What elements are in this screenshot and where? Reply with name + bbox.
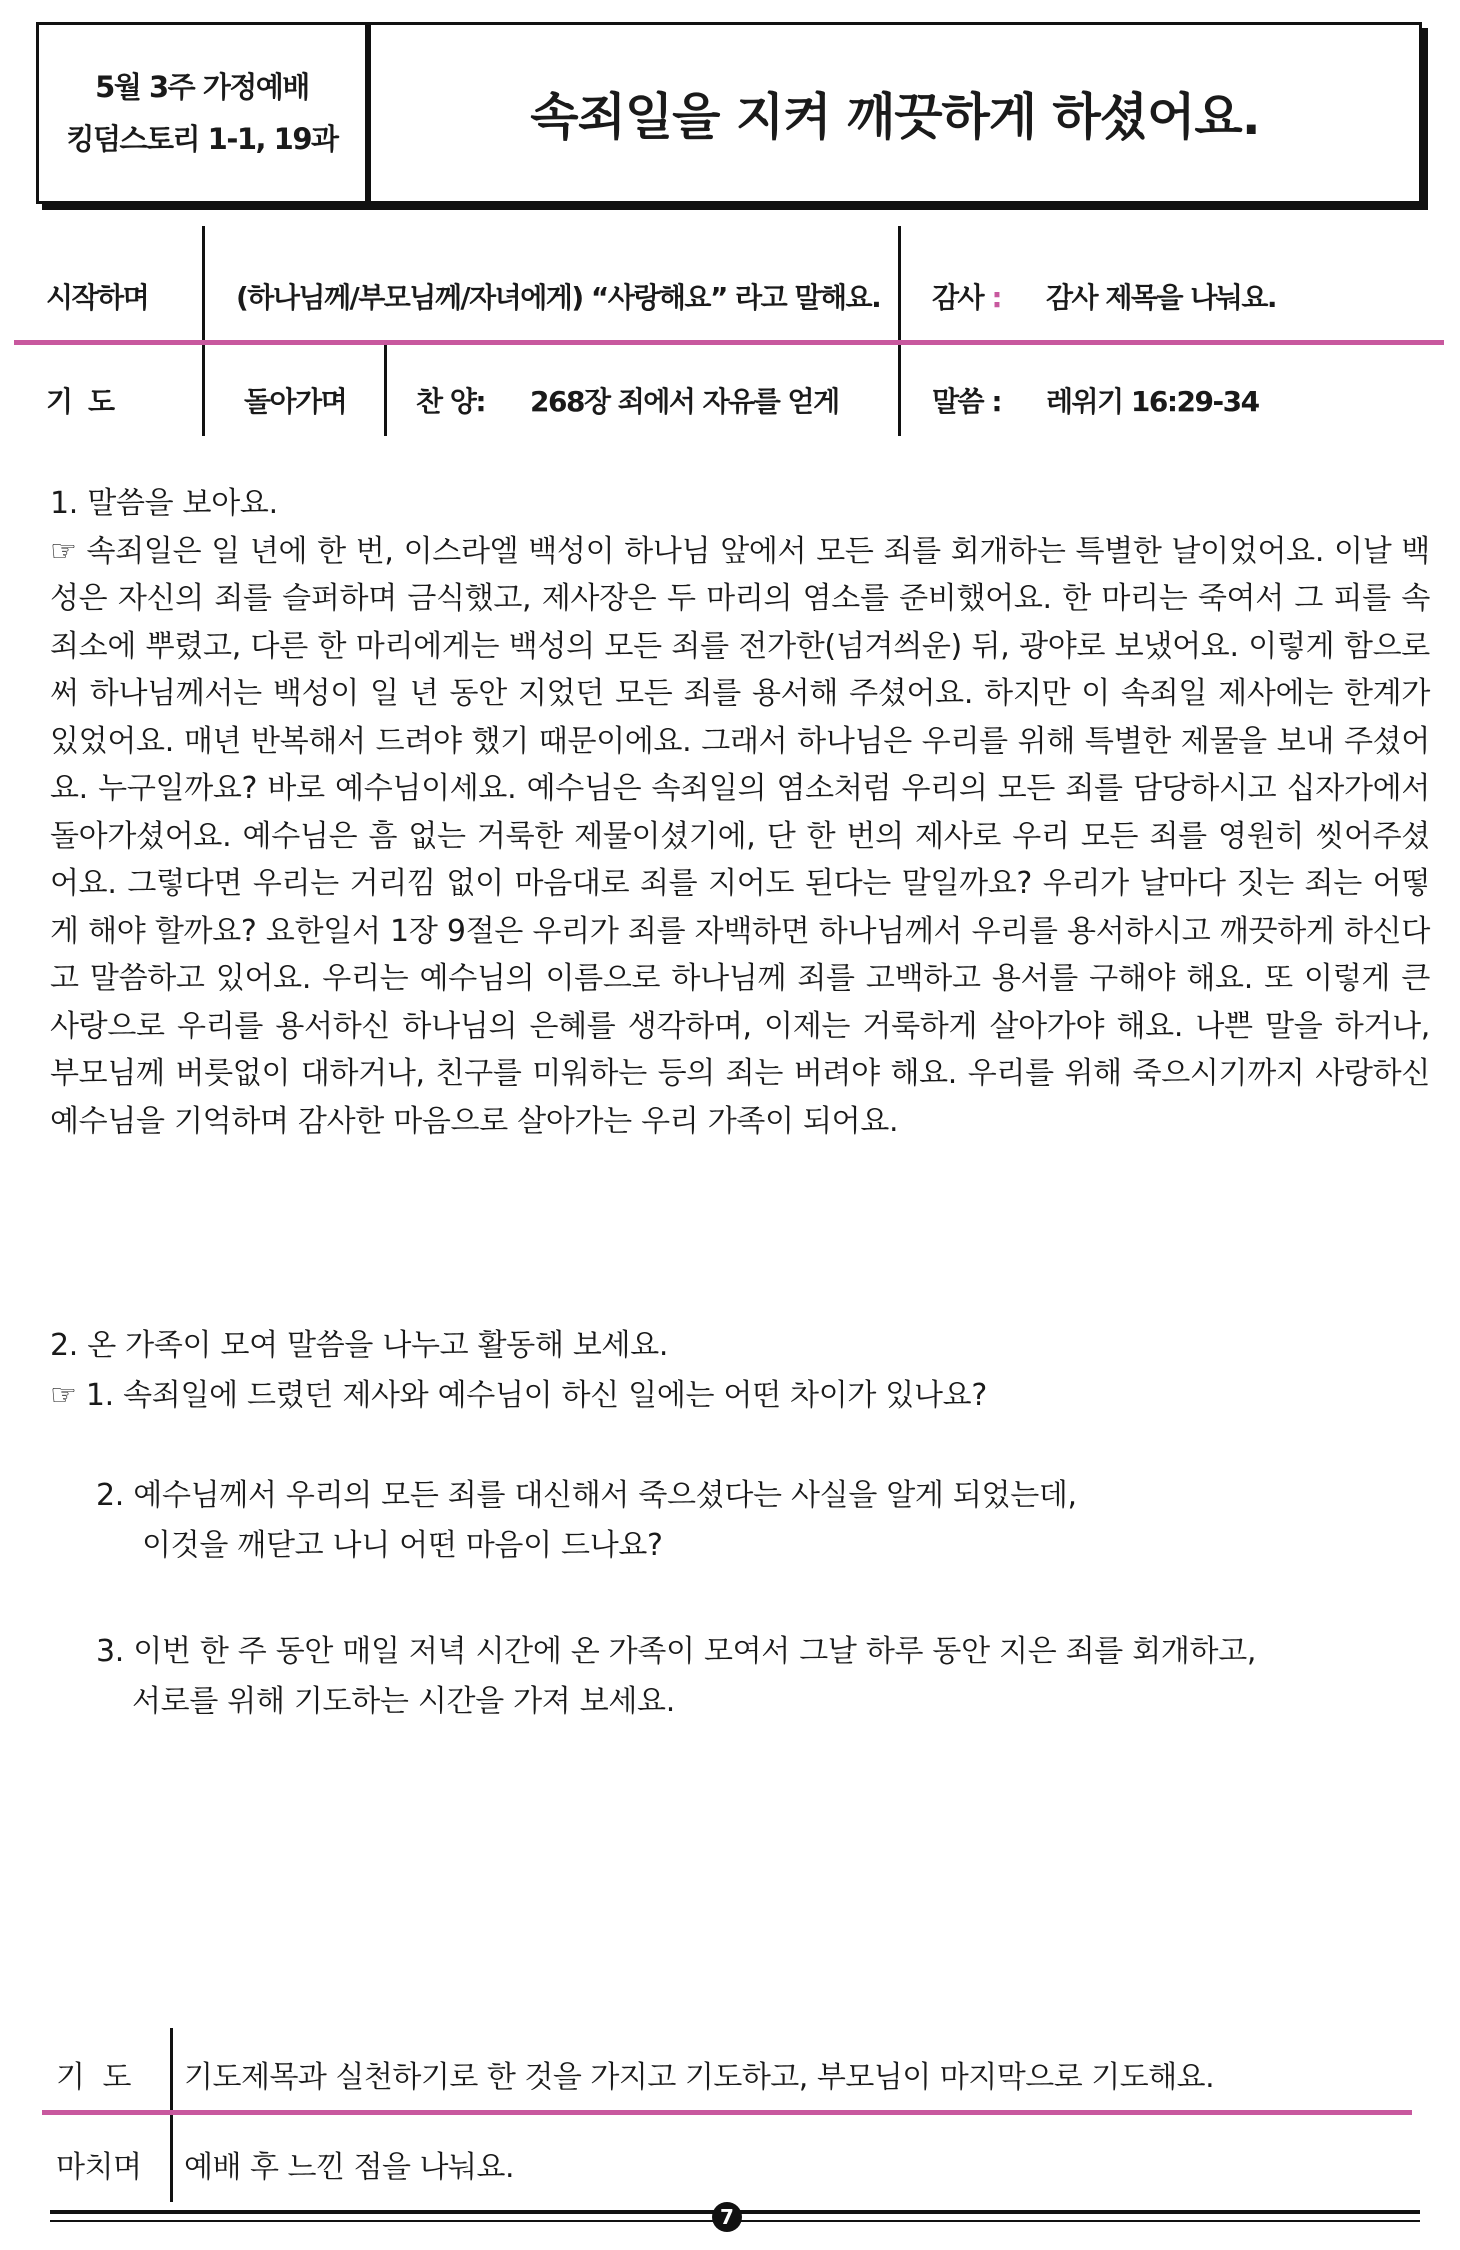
table-divider xyxy=(898,226,901,436)
section-1 xyxy=(50,480,1430,1145)
series-label: 킹덤스토리 1-1, 19과 xyxy=(66,122,338,156)
question-2-line-1: 2. 예수님께서 우리의 모든 죄를 대신해서 죽으셨다는 사실을 알게 되었는데, xyxy=(96,1478,1077,1513)
question-3-line-1: 3. 이번 한 주 동안 매일 저녁 시간에 온 가족이 모여서 그날 하루 동안 지은 죄를 회개하고, xyxy=(96,1634,1257,1669)
question-3-line-2: 서로를 위해 기도하는 시간을 가져 보세요. xyxy=(132,1684,675,1719)
footer-closing-text: 예배 후 느낀 점을 나눠요. xyxy=(184,2150,514,2185)
question-2-line-2: 이것을 깨닫고 나니 어떤 마음이 드나요? xyxy=(142,1528,663,1563)
worship-info-box xyxy=(36,22,368,204)
thanks-label-text: 감사 : xyxy=(932,281,1002,314)
word-reference: 레위기 16:29-34 xyxy=(1046,385,1259,418)
section-1-heading: 1. 말씀을 보아요. xyxy=(50,486,278,521)
week-label: 5월 3주 가정예배 xyxy=(95,70,309,104)
hymn-label: 찬 양: xyxy=(416,385,486,418)
prayer-label: 기 도 xyxy=(46,385,114,418)
table-divider xyxy=(384,342,387,436)
thanks-colon: : xyxy=(991,281,1002,314)
table-separator xyxy=(14,340,1444,345)
footer-closing-label: 마치며 xyxy=(56,2150,142,2185)
footer-separator xyxy=(42,2110,1412,2115)
start-content: (하나님께/부모님께/자녀에게) “사랑해요” 라고 말해요. xyxy=(236,281,881,314)
thanks-content: 감사 제목을 나눠요. xyxy=(1046,281,1277,314)
page-number: 7 xyxy=(712,2202,742,2232)
table-divider xyxy=(202,226,205,436)
word-label: 말씀 : xyxy=(932,385,1002,418)
footer-prayer-text: 기도제목과 실천하기로 한 것을 가지고 기도하고, 부모님이 마지막으로 기도해요. xyxy=(184,2060,1215,2095)
section-2-heading: 2. 온 가족이 모여 말씀을 나누고 활동해 보세요. xyxy=(50,1328,669,1363)
footer-prayer-label: 기 도 xyxy=(56,2060,132,2095)
start-label: 시작하며 xyxy=(46,281,149,314)
hymn-content: 268장 죄에서 자유를 얻게 xyxy=(530,385,839,418)
thanks-label xyxy=(932,276,1001,316)
section-1-paragraph: ☞ 속죄일은 일 년에 한 번, 이스라엘 백성이 하나님 앞에서 모든 죄를 회개하는 특별한 날이었어요. 이날 백성은 자신의 죄를 슬퍼하며 금식했고, 제사장은 두 마리의 염소를 준비했어요. 한 마리는 죽여서 그 피를 속죄소에 뿌렸고, 다른 한 마리에게는 백성의 모든 죄를 전가한(넘겨씌운) 뒤, 광야로 보냈어요. 이렇게 함으로써 하나님께서는 백성이 일 년 동안 지었던 모든 죄를 용서해 주셨어요. 하지만 이 속죄일 제사에는 한계가 있었어요. 매년 반복해서 드려야 했기 때문이에요. 그래서 하나님은 우리를 위해 특별한 제물을 보내 주셨어요. 누구일까요? 바로 예수님이세요. 예수님은 속죄일의 염소처럼 우리의 모든 죄를 담당하시고 십자가에서 돌아가셨어요. 예수님은 흠 없는 거룩한 제물이셨기에, 단 한 번의 제사로 우리 모든 죄를 영원히 씻어주셨어요. 그렇다면 우리는 거리낌 없이 마음대로 죄를 지어도 된다는 말일까요? 우리가 날마다 짓는 죄는 어떻게 해야 할까요? 요한일서 1장 9절은 우리가 죄를 자백하면 하나님께서 우리를 용서하시고 깨끗하게 하신다고 말씀하고 있어요. 우리는 예수님의 이름으로 하나님께 죄를 고백하고 용서를 구해야 해요. 또 이렇게 큰 사랑으로 우리를 용서하신 하나님의 은혜를 생각하며, 이제는 거룩하게 살아가야 해요. 나쁜 말을 하거나, 부모님께 버릇없이 대하거나, 친구를 미워하는 등의 죄는 버려야 해요. 우리를 위해 죽으시기까지 사랑하신 예수님을 기억하며 감사한 마음으로 살아가는 우리 가족이 되어요. xyxy=(50,533,1430,1139)
question-1: ☞ 1. 속죄일에 드렸던 제사와 예수님이 하신 일에는 어떤 차이가 있나요? xyxy=(50,1378,987,1413)
title-box xyxy=(368,22,1422,204)
prayer-content: 돌아가며 xyxy=(244,385,347,418)
page-title: 속죄일을 지켜 깨끗하게 하셨어요. xyxy=(530,88,1260,146)
footer-divider xyxy=(170,2028,173,2202)
